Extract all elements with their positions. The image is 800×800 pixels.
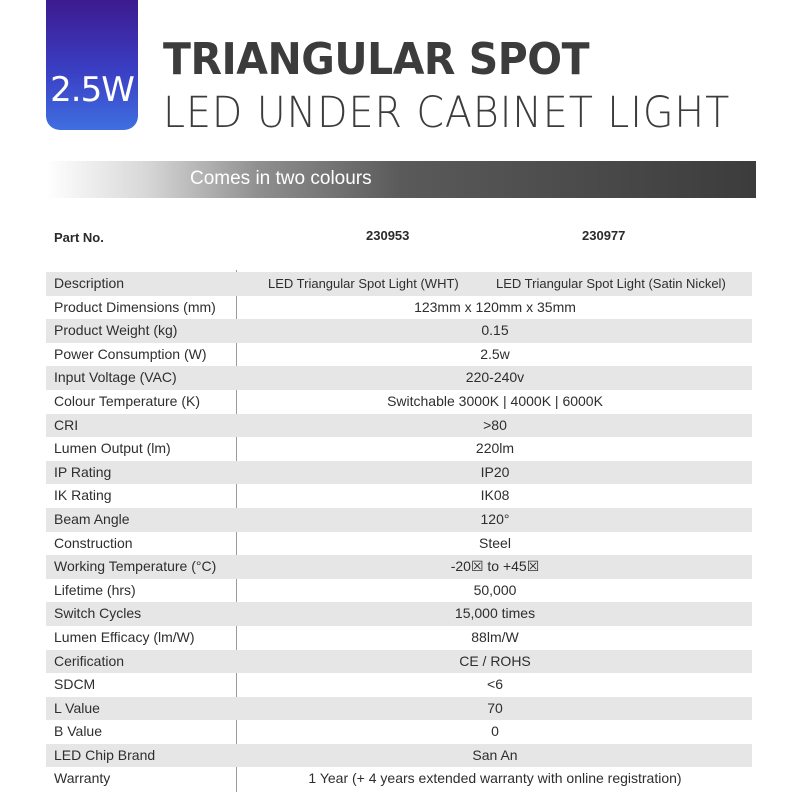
- spec-label: L Value: [54, 699, 100, 716]
- spec-row: [46, 343, 752, 367]
- spec-row: [46, 484, 752, 508]
- spec-row: [46, 602, 752, 626]
- wattage-badge: [46, 0, 138, 130]
- spec-label: B Value: [54, 723, 102, 740]
- spec-label: Cerification: [54, 652, 125, 669]
- spec-row: [46, 390, 752, 414]
- spec-value: Switchable 3000K | 4000K | 6000K: [387, 392, 603, 409]
- spec-row: [46, 461, 752, 485]
- spec-label: Warranty: [54, 770, 111, 787]
- spec-label: Product Dimensions (mm): [54, 298, 216, 315]
- spec-value-variant-2: LED Triangular Spot Light (Satin Nickel): [496, 276, 726, 291]
- spec-value: <6: [487, 676, 503, 693]
- spec-value: 220-240v: [465, 369, 525, 386]
- spec-label: Input Voltage (VAC): [54, 369, 177, 386]
- spec-row: [46, 579, 752, 603]
- spec-value: San An: [472, 746, 518, 763]
- spec-row: [46, 555, 752, 579]
- spec-value: 50,000: [473, 581, 517, 598]
- spec-label: Power Consumption (W): [54, 345, 207, 362]
- spec-label: Lumen Output (lm): [54, 440, 171, 457]
- spec-label: Description: [54, 275, 125, 291]
- spec-value-variant-1: LED Triangular Spot Light (WHT): [268, 276, 459, 291]
- spec-row: [46, 532, 752, 556]
- spec-label: IP Rating: [54, 463, 112, 480]
- part-number-1: 230953: [366, 228, 410, 243]
- colours-banner: [46, 161, 756, 198]
- spec-label: IK Rating: [54, 487, 112, 504]
- spec-row: [46, 673, 752, 697]
- spec-value: 0.15: [481, 322, 509, 339]
- spec-value: CE / ROHS: [459, 652, 531, 669]
- spec-value: IP20: [480, 463, 510, 480]
- spec-row: [46, 508, 752, 532]
- spec-table: [46, 272, 752, 791]
- spec-value: 220lm: [475, 440, 515, 457]
- product-subtitle: LED UNDER CABINET LIGHT: [163, 88, 731, 138]
- wattage-badge-label: 2.5W: [50, 70, 134, 110]
- spec-label: Lumen Efficacy (lm/W): [54, 628, 195, 645]
- spec-label: SDCM: [54, 676, 96, 693]
- spec-label: Beam Angle: [54, 510, 130, 527]
- spec-value: 123mm x 120mm x 35mm: [414, 298, 576, 315]
- spec-row: [46, 697, 752, 721]
- spec-value: >80: [483, 416, 507, 433]
- spec-value: 2.5w: [480, 345, 510, 362]
- spec-row: [46, 744, 752, 768]
- part-number-2: 230977: [582, 228, 626, 243]
- spec-row: [46, 272, 752, 296]
- colours-banner-text: Comes in two colours: [190, 168, 372, 189]
- spec-label: Switch Cycles: [54, 605, 142, 622]
- spec-value: IK08: [480, 487, 510, 504]
- spec-label: Lifetime (hrs): [54, 581, 136, 598]
- spec-value: -20☒ to +45☒: [450, 558, 540, 575]
- spec-label: CRI: [54, 416, 79, 433]
- spec-label: Product Weight (kg): [54, 322, 178, 339]
- spec-label: Construction: [54, 534, 133, 551]
- spec-row: [46, 767, 752, 791]
- part-number-label: Part No.: [54, 230, 104, 245]
- spec-value: 70: [487, 699, 503, 716]
- spec-row: [46, 366, 752, 390]
- spec-value: Steel: [479, 534, 511, 551]
- spec-row: [46, 296, 752, 320]
- spec-value: 120°: [480, 510, 510, 527]
- spec-value: 15,000 times: [454, 605, 536, 622]
- spec-row: [46, 720, 752, 744]
- part-number-row: [46, 226, 756, 246]
- spec-label: LED Chip Brand: [54, 746, 156, 763]
- spec-value: 88lm/W: [471, 628, 519, 645]
- spec-row: [46, 437, 752, 461]
- spec-row: [46, 414, 752, 438]
- spec-value: 1 Year (+ 4 years extended warranty with online registration): [308, 770, 682, 787]
- spec-label: Working Temperature (°C): [54, 558, 217, 575]
- product-title: TRIANGULAR SPOT: [163, 34, 590, 85]
- spec-row: [46, 319, 752, 343]
- spec-value: 0: [491, 723, 499, 740]
- spec-row: [46, 626, 752, 650]
- spec-label: Colour Temperature (K): [54, 392, 201, 409]
- spec-row: [46, 650, 752, 674]
